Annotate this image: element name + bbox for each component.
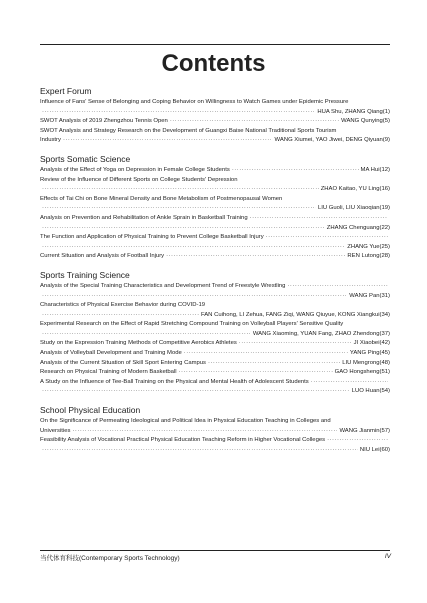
entry-author-page: GAO Hongsheng(51) bbox=[334, 369, 390, 376]
entry-author-page: ZHANG Chenguang(22) bbox=[326, 224, 390, 231]
leader-dots bbox=[184, 349, 348, 359]
entry-author-page: WANG Pan(31) bbox=[349, 292, 390, 299]
entry-author-page: LIU Mengrong(48) bbox=[342, 359, 390, 366]
entry-author-page: LUO Huan(54) bbox=[351, 388, 390, 395]
entry-title: The Function and Application of Physical Training to Prevent College Basketball Injury bbox=[40, 234, 264, 241]
entry-author-page: NIU Lei(60) bbox=[359, 446, 390, 453]
leader-dots bbox=[287, 282, 388, 292]
entry-author-page: WANG Xiumei, YAO Jiwei, DENG Qiyuan(9) bbox=[274, 137, 390, 144]
toc-entry[interactable] bbox=[40, 117, 390, 127]
entry-title: Study on the Expression Training Methods of Competitive Aerobics Athletes bbox=[40, 340, 237, 347]
entry-title: Analysis of the Effect of Yoga on Depression in Female College Students bbox=[40, 166, 230, 173]
leader-dots bbox=[311, 378, 388, 388]
entry-title: Research on Physical Training of Modern Basketball bbox=[40, 369, 177, 376]
section-heading: Expert Forum bbox=[40, 86, 92, 96]
leader-dots bbox=[250, 214, 388, 224]
page-number: IV bbox=[384, 553, 391, 560]
leader-dots bbox=[42, 292, 347, 302]
toc-section bbox=[40, 154, 390, 262]
entry-title: Current Situation and Analysis of Football Injury bbox=[40, 253, 165, 260]
entry-title: Review of the Influence of Different Sports on College Students' Depression bbox=[40, 176, 238, 183]
entry-title: On the Significance of Permeating Ideological and Political Idea in Physical Education Teaching in Colleges and bbox=[40, 418, 331, 425]
entry-title: Influence of Fans' Sense of Belonging and Coping Behavior on Willingness to Watch Games under Epidemic Pressure bbox=[40, 99, 349, 105]
leader-dots bbox=[266, 233, 388, 243]
toc-entry[interactable] bbox=[40, 292, 390, 302]
toc-entry[interactable] bbox=[40, 378, 390, 388]
entry-author-page: YANG Ping(45) bbox=[349, 350, 390, 357]
toc-entry[interactable] bbox=[40, 98, 390, 117]
leader-dots bbox=[63, 136, 273, 146]
toc-entry[interactable] bbox=[40, 320, 390, 339]
entry-author-page: LIU Guoli, LIU Xiaoqian(19) bbox=[317, 205, 390, 212]
toc-section bbox=[40, 270, 390, 397]
entry-author-page: ZHAO Kaitao, YU Ling(16) bbox=[320, 186, 390, 193]
entry-title: SWOT Analysis and Strategy Research on the Development of Guangxi Baise National Traditional Sports Tourism bbox=[40, 127, 337, 134]
toc-entry[interactable] bbox=[40, 446, 390, 456]
toc-entry[interactable] bbox=[40, 224, 390, 234]
toc-entry[interactable] bbox=[40, 127, 390, 146]
leader-dots bbox=[239, 339, 352, 349]
leader-dots bbox=[232, 166, 359, 176]
entry-title: A Study on the Influence of Tee-Ball Training on the Physical and Mental Health of Adolescent Students bbox=[40, 378, 309, 385]
leader-dots bbox=[208, 359, 340, 369]
leader-dots bbox=[42, 387, 350, 397]
entry-title: Analysis of the Current Situation of Skill Sport Entering Campus bbox=[40, 359, 206, 366]
leader-dots bbox=[166, 252, 345, 262]
toc-entry[interactable] bbox=[40, 436, 390, 446]
toc-entry[interactable] bbox=[40, 166, 390, 176]
entry-author-page: WANG Jianmin(57) bbox=[339, 427, 390, 434]
toc-entry[interactable] bbox=[40, 195, 390, 214]
entry-author-page: JI Xiaobei(42) bbox=[353, 340, 390, 347]
section-heading: Sports Somatic Science bbox=[40, 153, 131, 164]
entry-title: Analysis of the Special Training Characteristics and Development Trend of Freestyle Wrestling bbox=[40, 282, 286, 289]
leader-dots bbox=[42, 204, 316, 214]
toc-entry[interactable] bbox=[40, 387, 390, 397]
entry-title: Industry bbox=[40, 137, 61, 144]
leader-dots bbox=[42, 108, 315, 118]
entry-author-page: HUA Shu, ZHANG Qiang(1) bbox=[317, 108, 390, 115]
entry-title: Analysis of Volleyball Development and Training Mode bbox=[40, 350, 182, 357]
entry-author-page: REN Lutong(28) bbox=[347, 253, 390, 260]
toc-entry[interactable] bbox=[40, 359, 390, 369]
page-title: Contents bbox=[161, 50, 266, 77]
toc-entry[interactable] bbox=[40, 243, 390, 253]
entry-title: Effects of Tai Chi on Bone Mineral Density and Bone Metabolism of Postmenopausal Women bbox=[40, 195, 283, 202]
entry-author-page: WANG Qunying(5) bbox=[341, 118, 390, 125]
leader-dots bbox=[170, 117, 339, 127]
leader-dots bbox=[327, 436, 388, 446]
entry-author-page: FAN Cuihong, LI Zehua, FANG Ziqi, WANG Qiuyue, KONG Xiangkui(34) bbox=[200, 311, 390, 318]
entry-author-page: WANG Xiaoming, YUAN Fang, ZHAO Zhendong(37) bbox=[252, 330, 390, 337]
leader-dots bbox=[42, 185, 319, 195]
toc-entry[interactable] bbox=[40, 368, 390, 378]
section-heading: Sports Training Science bbox=[40, 269, 130, 280]
footer-rule bbox=[40, 550, 390, 551]
toc-entry[interactable] bbox=[40, 349, 390, 359]
leader-dots bbox=[42, 446, 358, 456]
entry-title: Experimental Research on the Effect of Rapid Stretching Compound Training on Volleyball Players' Sensitive Quality bbox=[40, 321, 344, 328]
toc-entry[interactable] bbox=[40, 417, 390, 436]
entry-title: SWOT Analysis of 2019 Zhengzhou Tennis Open bbox=[40, 118, 168, 125]
leader-dots bbox=[72, 427, 337, 437]
toc-section bbox=[40, 86, 390, 146]
leader-dots bbox=[42, 224, 325, 234]
top-rule bbox=[40, 44, 390, 45]
toc-entry[interactable] bbox=[40, 233, 390, 243]
entry-author-page: ZHANG Yue(25) bbox=[347, 243, 390, 250]
entry-title: Feasibility Analysis of Vocational Practical Physical Education Teaching Reform in Higher Vocational Colleges bbox=[40, 437, 326, 444]
toc-section bbox=[40, 405, 390, 455]
leader-dots bbox=[179, 368, 333, 378]
contents-list bbox=[40, 86, 390, 463]
entry-author-page: MA Hui(12) bbox=[360, 166, 390, 173]
section-heading: School Physical Education bbox=[40, 405, 141, 416]
leader-dots bbox=[42, 330, 251, 340]
toc-entry[interactable] bbox=[40, 252, 390, 262]
leader-dots bbox=[42, 311, 199, 321]
toc-entry[interactable] bbox=[40, 214, 390, 224]
journal-name: 当代体育科技(Contemporary Sports Technology) bbox=[40, 555, 180, 562]
entry-title: Universities bbox=[40, 427, 71, 434]
entry-title: Characteristics of Physical Exercise Behavior during COVID-19 bbox=[40, 302, 206, 309]
leader-dots bbox=[42, 243, 345, 253]
toc-entry[interactable] bbox=[40, 339, 390, 349]
toc-entry[interactable] bbox=[40, 176, 390, 195]
toc-entry[interactable] bbox=[40, 282, 390, 292]
entry-title: Analysis on Prevention and Rehabilitation of Ankle Sprain in Basketball Training bbox=[40, 214, 248, 221]
toc-entry[interactable] bbox=[40, 301, 390, 320]
